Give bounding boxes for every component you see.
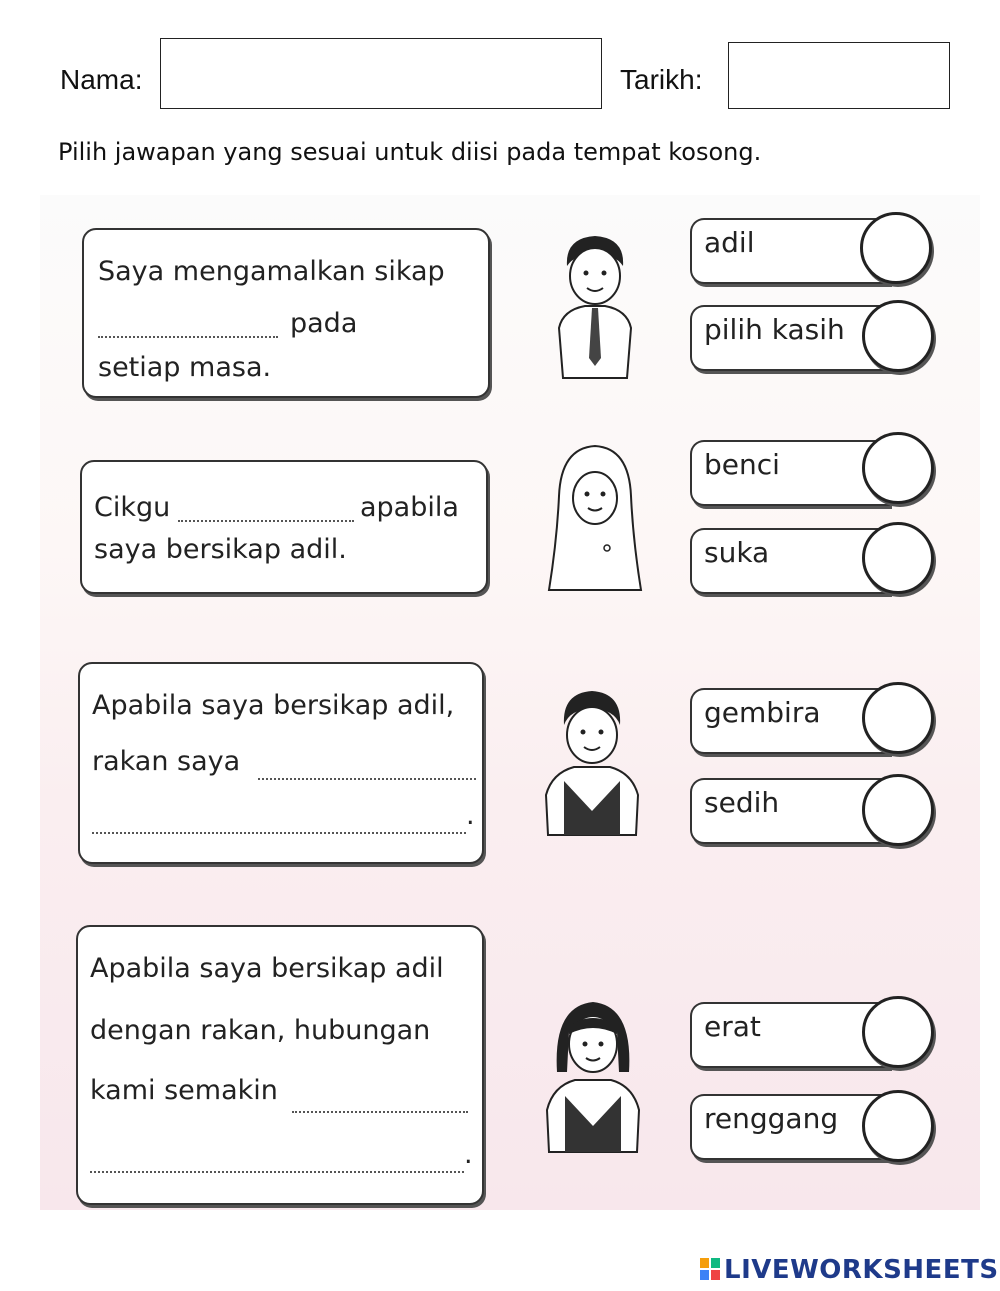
option-gembira[interactable]: gembira (690, 688, 890, 754)
question-2-line-1a: Cikgu (94, 492, 171, 523)
question-3-end: . (466, 800, 475, 831)
option-sedih[interactable]: sedih (690, 778, 890, 844)
option-suka-circle[interactable] (862, 522, 934, 594)
option-sedih-circle[interactable] (862, 774, 934, 846)
option-renggang[interactable]: renggang (690, 1094, 890, 1160)
logo-blocks-icon (700, 1258, 720, 1280)
question-box-2 (80, 460, 488, 594)
name-label: Nama: (60, 64, 143, 95)
name-field[interactable] (160, 38, 602, 109)
option-gembira-circle[interactable] (862, 682, 934, 754)
option-pilih-kasih[interactable]: pilih kasih (690, 305, 890, 371)
answer-blank (258, 777, 476, 780)
logo-text: LIVEWORKSHEETS (724, 1255, 999, 1285)
answer-blank (178, 519, 354, 522)
question-2-line-1b: apabila (360, 492, 459, 523)
liveworksheets-logo (700, 1255, 999, 1285)
question-4-line-3: kami semakin (90, 1075, 278, 1106)
question-1-line-1: Saya mengamalkan sikap (98, 256, 445, 287)
answer-blank (292, 1110, 468, 1113)
girl-tudung-illustration (543, 440, 648, 600)
question-2-line-2: saya bersikap adil. (94, 534, 347, 565)
answer-blank (98, 335, 278, 338)
option-pilih-kasih-circle[interactable] (862, 300, 934, 372)
option-renggang-circle[interactable] (862, 1090, 934, 1162)
option-erat[interactable]: erat (690, 1002, 890, 1068)
question-3-line-2: rakan saya (92, 746, 241, 777)
option-benci-circle[interactable] (862, 432, 934, 504)
question-4-line-1: Apabila saya bersikap adil (90, 953, 444, 984)
option-suka[interactable]: suka (690, 528, 890, 594)
answer-blank (90, 1170, 464, 1173)
boy-student-illustration (545, 228, 645, 383)
boy-vest-illustration (540, 685, 645, 845)
question-4-end: . (464, 1139, 473, 1170)
question-4-line-2: dengan rakan, hubungan (90, 1015, 431, 1046)
instruction-text: Pilih jawapan yang sesuai untuk diisi pada tempat kosong. (58, 138, 762, 166)
option-benci[interactable]: benci (690, 440, 890, 506)
girl-vest-illustration (543, 992, 643, 1157)
date-field[interactable] (728, 42, 950, 109)
option-erat-circle[interactable] (862, 996, 934, 1068)
question-1-line-2: pada (290, 308, 358, 339)
option-adil[interactable]: adil (690, 218, 890, 284)
answer-blank (92, 831, 466, 834)
question-1-line-3: setiap masa. (98, 352, 272, 383)
question-box-1 (82, 228, 490, 398)
date-label: Tarikh: (620, 64, 703, 95)
question-box-3 (78, 662, 484, 864)
option-adil-circle[interactable] (860, 212, 932, 284)
question-box-4 (76, 925, 484, 1205)
question-3-line-1: Apabila saya bersikap adil, (92, 690, 455, 721)
